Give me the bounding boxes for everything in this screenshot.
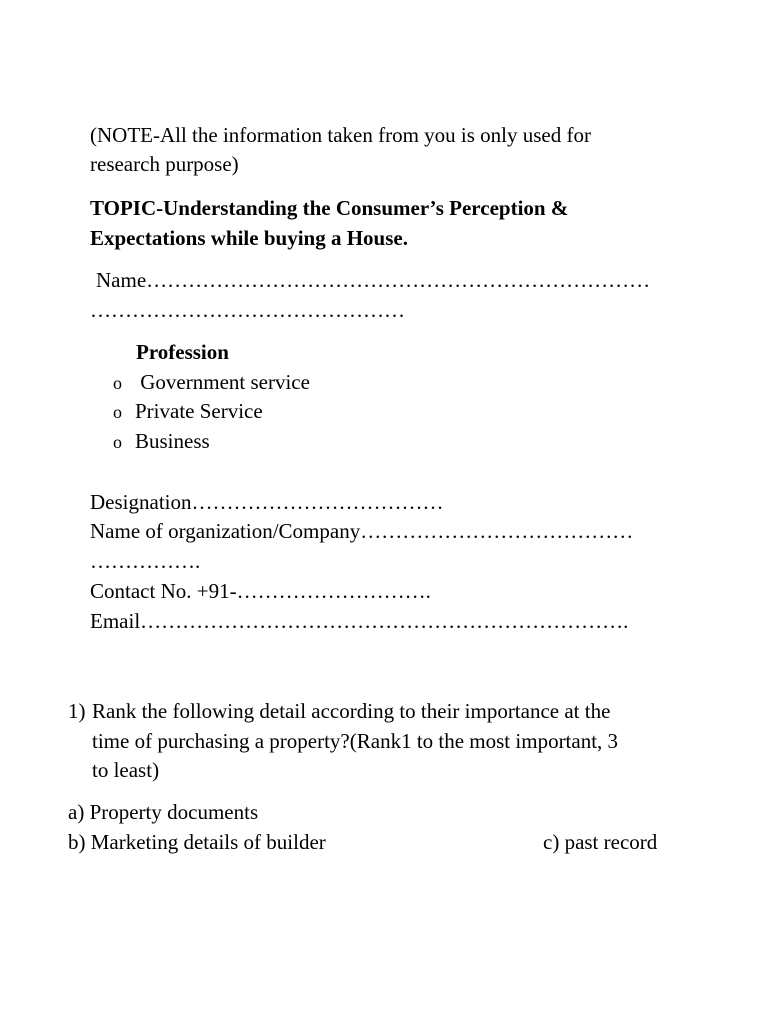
profession-option-private bbox=[113, 396, 263, 427]
question-1-line-3: to least) bbox=[92, 758, 160, 782]
topic-line-2: Expectations while buying a House. bbox=[90, 226, 408, 250]
question-1-line-2: time of purchasing a property?(Rank1 to the most important, 3 bbox=[92, 729, 619, 753]
question-1-line-1 bbox=[68, 696, 610, 726]
note-line-2: research purpose) bbox=[90, 152, 239, 176]
question-text: Rank the following detail according to their importance at the bbox=[92, 699, 611, 723]
bullet-circle-icon: o bbox=[113, 373, 122, 393]
profession-option-business bbox=[113, 426, 210, 457]
option-a: a) Property documents bbox=[68, 800, 259, 824]
topic-line-1: TOPIC-Understanding the Consumer’s Perception & bbox=[90, 196, 569, 220]
question-number: 1) bbox=[68, 699, 86, 723]
bullet-circle-icon: o bbox=[113, 432, 122, 452]
profession-option-government bbox=[113, 367, 310, 398]
bullet-circle-icon: o bbox=[113, 402, 122, 422]
organization-field-line-2: ……………. bbox=[90, 549, 201, 573]
option-b: b) Marketing details of builder bbox=[68, 830, 326, 854]
option-c: c) past record bbox=[543, 830, 658, 854]
name-field-line-2: ……………………………………… bbox=[90, 298, 405, 322]
organization-field-line-1: Name of organization/Company………………………………… bbox=[90, 519, 634, 543]
name-field-line-1: Name……………………………………………………………… bbox=[96, 268, 651, 292]
profession-option-label: Private Service bbox=[135, 399, 263, 423]
designation-field: Designation……………………………… bbox=[90, 490, 444, 514]
profession-option-label: Business bbox=[135, 429, 210, 453]
contact-field: Contact No. +91-………………………. bbox=[90, 579, 431, 603]
email-field: Email……………………………………………………………. bbox=[90, 609, 629, 633]
profession-option-label: Government service bbox=[135, 370, 310, 394]
note-line-1: (NOTE-All the information taken from you is only used for bbox=[90, 123, 591, 147]
profession-heading: Profession bbox=[136, 340, 229, 364]
